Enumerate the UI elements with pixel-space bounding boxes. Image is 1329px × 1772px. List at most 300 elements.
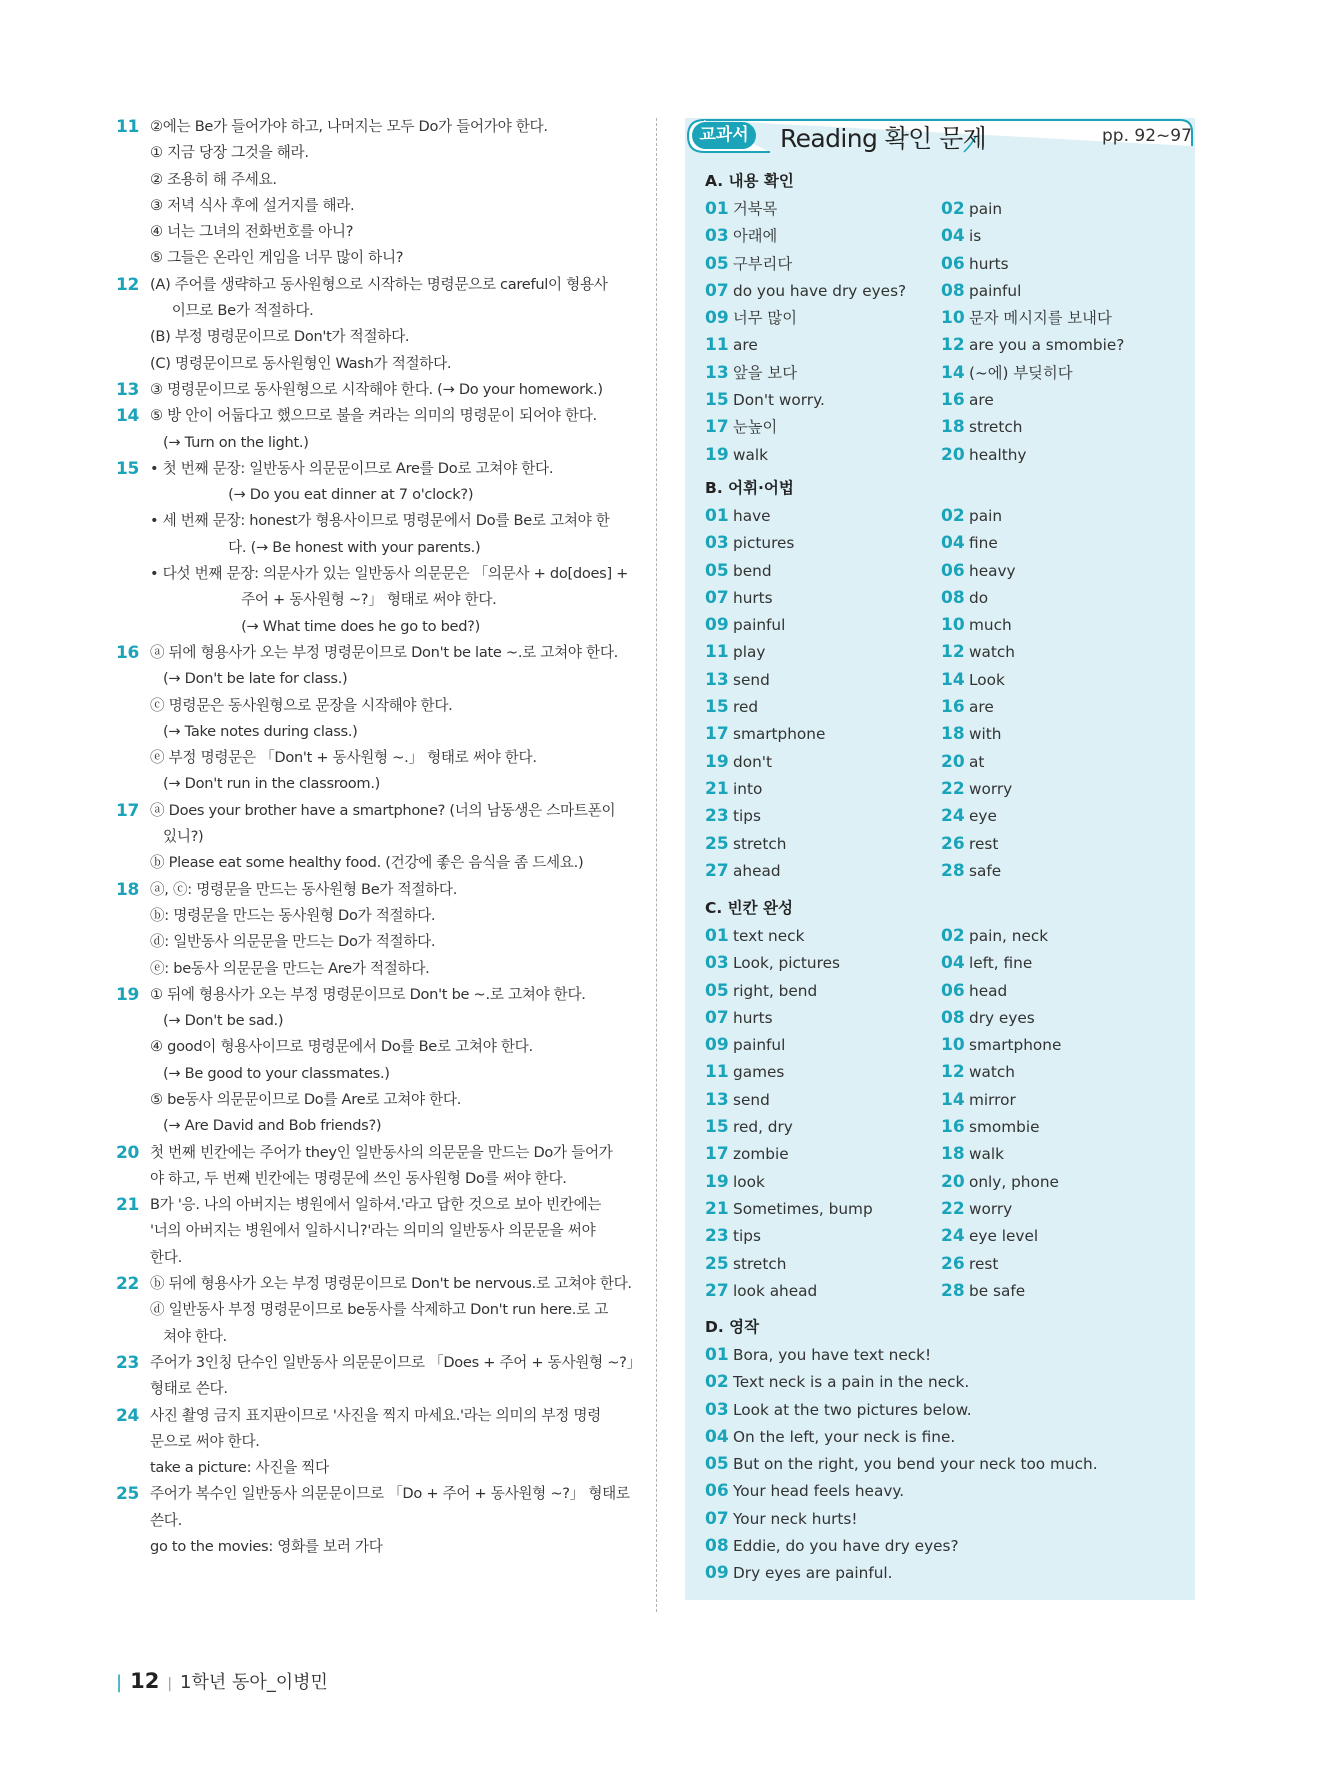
answer-line: 쓴다. <box>150 1511 182 1529</box>
item-number: 05 <box>705 253 729 274</box>
answer-line: ② 조용히 해 주세요. <box>150 170 277 188</box>
answer-cell <box>941 1005 1035 1032</box>
answer-line: • 첫 번째 문장: 일반동사 의문문이므로 Are를 Do로 고쳐야 한다. <box>150 459 554 477</box>
sentence-row <box>705 1397 1185 1424</box>
answer-cell <box>705 831 786 858</box>
footer-separator: | <box>167 1676 173 1692</box>
item-number: 09 <box>705 1563 729 1584</box>
answer-row <box>705 1196 1185 1223</box>
item-answer: worry <box>969 1199 1013 1218</box>
item-answer: are <box>733 336 758 355</box>
answer-line: ① 뒤에 형용사가 오는 부정 명령문이므로 Don't be ~.로 고쳐야 한다. <box>150 985 586 1003</box>
answer-line: (→ What time does he go to bed?) <box>150 617 481 635</box>
answer-cell <box>941 585 988 612</box>
answer-row <box>705 223 1185 250</box>
answer-cell <box>705 1059 784 1086</box>
item-answer: play <box>733 643 766 662</box>
answer-line: ⑤ 그들은 온라인 게임을 너무 많이 하니? <box>150 249 404 267</box>
answer-row <box>705 923 1185 950</box>
item-answer: is <box>969 227 982 246</box>
answer-row <box>705 612 1185 639</box>
item-answer: with <box>969 725 1002 744</box>
item-answer: pain, neck <box>969 927 1049 945</box>
answer-item <box>116 982 636 1140</box>
answer-line: ⓐ 뒤에 형용사가 오는 부정 명령문이므로 Don't be late ~.로 고쳐야 한다. <box>150 643 618 661</box>
section-c <box>705 893 1185 1305</box>
item-answer: be safe <box>969 1281 1026 1300</box>
answer-number: 23 <box>116 1352 140 1373</box>
item-number: 07 <box>705 587 729 608</box>
answer-cell <box>705 1087 770 1114</box>
sentence-row <box>705 1506 1185 1533</box>
item-number: 10 <box>941 1035 965 1056</box>
answer-number: 24 <box>116 1405 140 1426</box>
answer-line: 형태로 쓴다. <box>150 1380 228 1398</box>
item-number: 16 <box>941 697 965 718</box>
answer-cell <box>705 585 773 612</box>
answer-cell <box>705 1223 761 1250</box>
answer-cell <box>705 978 817 1005</box>
item-answer: don't <box>733 752 772 771</box>
item-number: 16 <box>941 1117 965 1138</box>
item-answer: games <box>733 1063 785 1082</box>
footer-accent-bar: | <box>116 1672 123 1693</box>
item-number: 22 <box>941 778 965 799</box>
item-number: 26 <box>941 1253 965 1274</box>
answer-cell <box>941 332 1124 359</box>
item-answer: stretch <box>733 1254 787 1273</box>
answer-row <box>705 442 1185 469</box>
item-answer: send <box>733 670 770 689</box>
item-answer: pain <box>969 200 1003 218</box>
answer-row <box>705 776 1185 803</box>
answer-cell <box>941 1032 1061 1059</box>
sentence-text: Your neck hurts! <box>733 1509 858 1528</box>
item-number: 08 <box>941 1007 965 1028</box>
answer-line: (→ Turn on the light.) <box>150 433 309 451</box>
answer-cell <box>941 950 1032 977</box>
item-answer: painful <box>733 1036 786 1055</box>
item-number: 04 <box>941 533 965 554</box>
answer-item <box>116 114 636 272</box>
item-number: 09 <box>705 615 729 636</box>
item-number: 26 <box>941 833 965 854</box>
answer-cell <box>705 558 772 585</box>
item-number: 02 <box>941 506 965 526</box>
sentence-text: Look at the two pictures below. <box>733 1400 972 1419</box>
item-answer: mirror <box>969 1090 1016 1109</box>
answer-row <box>705 1278 1185 1305</box>
answer-line: (→ Be good to your classmates.) <box>150 1064 390 1082</box>
item-number: 18 <box>941 417 965 438</box>
item-number: 12 <box>941 335 965 356</box>
book-title: 1학년 동아_이병민 <box>180 1672 328 1693</box>
item-number: 13 <box>705 669 729 690</box>
answer-cell <box>705 1141 789 1168</box>
answer-row <box>705 1114 1185 1141</box>
item-answer: watch <box>969 643 1015 662</box>
sentence-text: Dry eyes are painful. <box>733 1564 893 1583</box>
answer-cell <box>941 1278 1025 1305</box>
item-answer: only, phone <box>969 1172 1059 1191</box>
item-answer: 너무 많이 <box>733 309 797 328</box>
answer-row <box>705 387 1185 414</box>
item-number: 23 <box>705 1226 729 1247</box>
answer-row <box>705 1141 1185 1168</box>
item-answer: bend <box>733 561 772 580</box>
item-answer: left, fine <box>969 954 1033 973</box>
item-number: 08 <box>941 280 965 301</box>
item-number: 08 <box>941 587 965 608</box>
page-number: 12 <box>130 1669 160 1693</box>
item-answer: 앞을 보다 <box>733 363 797 382</box>
answer-item <box>116 1140 636 1193</box>
item-number: 15 <box>705 697 729 718</box>
item-number: 06 <box>705 1481 729 1502</box>
item-answer: tips <box>733 807 761 826</box>
item-number: 28 <box>941 1280 965 1301</box>
answer-number: 21 <box>116 1195 140 1216</box>
answer-line: 문으로 써야 한다. <box>150 1432 260 1450</box>
sentence-row <box>705 1533 1185 1560</box>
answer-line: 한다. <box>150 1248 182 1266</box>
item-answer: pictures <box>733 534 795 553</box>
sentence-text: On the left, your neck is fine. <box>733 1427 956 1446</box>
section-b <box>705 473 1185 885</box>
section-d-title: D. 영작 <box>705 1318 760 1336</box>
answer-line: (A) 주어를 생략하고 동사원형으로 시작하는 명령문으로 careful이 형용사 <box>150 275 608 293</box>
item-number: 17 <box>705 417 729 438</box>
sentence-text: Eddie, do you have dry eyes? <box>733 1537 959 1556</box>
answer-line: ⓓ 일반동사 부정 명령문이므로 be동사를 삭제하고 Don't run here.로 고 <box>150 1301 609 1319</box>
answer-row <box>705 1032 1185 1059</box>
answer-line: 첫 번째 빈칸에는 주어가 they인 일반동사의 의문문을 만드는 Do가 들어가 <box>150 1143 613 1161</box>
item-answer: Sometimes, bump <box>733 1199 873 1218</box>
answer-row <box>705 530 1185 557</box>
item-number: 02 <box>941 199 965 219</box>
item-answer: walk <box>969 1145 1004 1164</box>
item-number: 27 <box>705 1280 729 1301</box>
answer-cell <box>941 1251 998 1278</box>
item-answer: red, dry <box>733 1118 793 1137</box>
item-number: 19 <box>705 1171 729 1192</box>
answer-cell <box>941 667 1005 694</box>
item-answer: 거북목 <box>733 200 778 218</box>
item-answer: 아래에 <box>733 227 778 246</box>
item-answer: send <box>733 1090 770 1109</box>
answer-cell <box>705 503 771 530</box>
item-number: 20 <box>941 751 965 772</box>
item-number: 12 <box>941 642 965 663</box>
answer-line: • 다섯 번째 문장: 의문사가 있는 일반동사 의문문은 「의문사 + do[does] + <box>150 565 629 583</box>
item-number: 12 <box>941 1062 965 1083</box>
item-answer: (~에) 부딪히다 <box>969 363 1073 382</box>
item-answer: fine <box>969 534 998 553</box>
answer-number: 22 <box>116 1274 140 1295</box>
answer-row <box>705 721 1185 748</box>
answer-cell <box>941 1114 1040 1141</box>
item-number: 03 <box>705 953 729 974</box>
answer-cell <box>705 950 840 977</box>
answer-row <box>705 1251 1185 1278</box>
item-number: 27 <box>705 860 729 881</box>
answer-cell <box>941 803 997 830</box>
answer-row <box>705 639 1185 666</box>
item-number: 06 <box>941 253 965 274</box>
item-answer: have <box>733 507 771 525</box>
answer-cell <box>941 612 1012 639</box>
item-number: 01 <box>705 199 729 219</box>
item-number: 01 <box>705 1345 729 1365</box>
answer-cell <box>705 612 785 639</box>
item-answer: eye <box>969 807 997 826</box>
answer-cell <box>941 694 994 721</box>
answer-row <box>705 278 1185 305</box>
answer-cell <box>705 278 906 305</box>
answer-cell <box>941 223 981 250</box>
item-answer: tips <box>733 1227 761 1246</box>
item-answer: eye level <box>969 1227 1039 1246</box>
item-number: 07 <box>705 1508 729 1529</box>
item-number: 11 <box>705 642 729 663</box>
item-number: 04 <box>705 1426 729 1447</box>
answer-cell <box>705 251 792 278</box>
answer-cell <box>941 978 1007 1005</box>
answer-cell <box>941 1196 1012 1223</box>
answer-cell <box>941 360 1073 387</box>
item-answer: do <box>969 588 989 607</box>
answer-row <box>705 667 1185 694</box>
item-number: 03 <box>705 533 729 554</box>
answer-cell <box>705 858 781 885</box>
item-number: 19 <box>705 751 729 772</box>
section-b-title: B. 어휘·어법 <box>705 479 794 497</box>
item-answer: stretch <box>969 418 1023 437</box>
item-answer: at <box>969 752 985 771</box>
item-number: 03 <box>705 226 729 247</box>
answer-line: ⓔ: be동사 의문문을 만드는 Are가 적절하다. <box>150 959 430 977</box>
answer-row <box>705 360 1185 387</box>
page-footer <box>116 1668 328 1698</box>
item-answer: hurts <box>969 254 1009 273</box>
answer-cell <box>705 749 772 776</box>
item-answer: into <box>733 779 763 798</box>
item-number: 06 <box>941 560 965 581</box>
item-number: 19 <box>705 444 729 465</box>
sentence-row <box>705 1451 1185 1478</box>
answer-row <box>705 950 1185 977</box>
answer-number: 19 <box>116 984 140 1005</box>
answer-cell <box>941 305 1112 332</box>
answer-line: (→ Do you eat dinner at 7 o'clock?) <box>150 486 474 504</box>
item-number: 08 <box>705 1536 729 1557</box>
item-answer: Don't worry. <box>733 391 825 410</box>
item-number: 17 <box>705 1144 729 1165</box>
answer-row <box>705 1059 1185 1086</box>
answer-line: (→ Are David and Bob friends?) <box>150 1117 382 1135</box>
answer-number: 14 <box>116 406 140 427</box>
item-number: 22 <box>941 1198 965 1219</box>
answer-cell <box>705 1114 793 1141</box>
item-number: 15 <box>705 1117 729 1138</box>
item-number: 18 <box>941 1144 965 1165</box>
answer-row <box>705 694 1185 721</box>
item-answer: walk <box>733 445 768 464</box>
answer-cell <box>941 858 1001 885</box>
section-d <box>705 1312 1185 1588</box>
answer-item <box>116 456 636 640</box>
answer-line: ① 지금 당장 그것을 해라. <box>150 144 309 162</box>
answer-cell <box>941 721 1001 748</box>
answer-row <box>705 196 1185 223</box>
item-answer: ahead <box>733 861 781 880</box>
sentence-text: Your head feels heavy. <box>733 1482 905 1501</box>
answer-line: ⓓ: 일반동사 의문문을 만드는 Do가 적절하다. <box>150 933 436 951</box>
answer-line: go to the movies: 영화를 보러 가다 <box>150 1538 383 1556</box>
answer-line: ⑤ be동사 의문문이므로 Do를 Are로 고쳐야 한다. <box>150 1090 462 1108</box>
sentence-row <box>705 1478 1185 1505</box>
panel-header <box>684 116 1196 156</box>
answer-number: 16 <box>116 642 140 663</box>
item-answer: do you have dry eyes? <box>733 281 907 300</box>
answer-row <box>705 749 1185 776</box>
answer-item <box>116 640 636 798</box>
item-number: 14 <box>941 1089 965 1110</box>
item-answer: look <box>733 1172 765 1191</box>
answer-item <box>116 403 636 456</box>
answer-cell <box>941 558 1016 585</box>
answer-line: 다. (→ Be honest with your parents.) <box>150 538 481 556</box>
section-c-title: C. 빈칸 완성 <box>705 899 793 917</box>
answer-number: 12 <box>116 274 140 295</box>
answer-item <box>116 377 636 403</box>
item-number: 10 <box>941 308 965 329</box>
answer-cell <box>705 667 770 694</box>
section-a-title: A. 내용 확인 <box>705 172 794 190</box>
answer-line: 있니?) <box>150 828 204 846</box>
answer-line: (→ Don't be sad.) <box>150 1012 284 1030</box>
answer-line: (→ Don't run in the classroom.) <box>150 775 381 793</box>
answer-row <box>705 831 1185 858</box>
answer-row <box>705 558 1185 585</box>
answer-cell <box>705 387 825 414</box>
item-answer: look ahead <box>733 1281 818 1300</box>
answer-cell <box>705 1169 765 1196</box>
answer-line: 쳐야 한다. <box>150 1327 227 1345</box>
item-number: 18 <box>941 724 965 745</box>
item-answer: are <box>969 698 994 717</box>
answer-line: 사진 촬영 금지 표지판이므로 '사진을 찍지 마세요.'라는 의미의 부정 명령 <box>150 1406 601 1424</box>
item-number: 25 <box>705 1253 729 1274</box>
answer-number: 17 <box>116 800 140 821</box>
item-number: 21 <box>705 778 729 799</box>
answer-number: 13 <box>116 379 140 400</box>
answer-line: ②에는 Be가 들어가야 하고, 나머지는 모두 Do가 들어가야 한다. <box>150 118 548 135</box>
item-answer: hurts <box>733 588 773 607</box>
item-number: 02 <box>941 926 965 946</box>
answer-line: (→ Don't be late for class.) <box>150 670 348 688</box>
page-range: pp. 92~97 <box>1102 126 1192 146</box>
item-number: 23 <box>705 806 729 827</box>
answer-cell <box>941 776 1012 803</box>
item-number: 06 <box>941 980 965 1001</box>
panel-title: Reading 확인 문제 <box>780 124 987 153</box>
section-a <box>705 166 1185 469</box>
answer-cell <box>941 639 1015 666</box>
item-number: 20 <box>941 1171 965 1192</box>
answer-cell <box>705 776 762 803</box>
item-answer: Look, pictures <box>733 954 840 973</box>
answer-cell <box>941 503 1002 530</box>
answer-item <box>116 272 636 377</box>
answer-line: ⓐ Does your brother have a smartphone? (너의 남동생은 스마트폰이 <box>150 801 616 819</box>
item-answer: healthy <box>969 445 1027 464</box>
item-answer: dry eyes <box>969 1008 1035 1027</box>
item-number: 13 <box>705 1089 729 1110</box>
item-answer: 눈높이 <box>733 418 778 437</box>
answer-cell <box>705 1032 785 1059</box>
answer-number: 11 <box>116 117 140 137</box>
answer-number: 25 <box>116 1484 140 1505</box>
item-number: 16 <box>941 390 965 411</box>
answer-cell <box>941 1223 1038 1250</box>
answer-row <box>705 585 1185 612</box>
answer-line: ⓐ, ⓒ: 명령문을 만드는 동사원형 Be가 적절하다. <box>150 880 458 898</box>
answer-cell <box>941 530 998 557</box>
answer-line: ⓔ 부정 명령문은 「Don't + 동사원형 ~.」 형태로 써야 한다. <box>150 749 537 767</box>
answer-cell <box>941 1169 1059 1196</box>
sentence-text: Bora, you have text neck! <box>733 1346 932 1364</box>
item-answer: 구부리다 <box>733 254 793 273</box>
answer-cell <box>941 1141 1004 1168</box>
item-number: 11 <box>705 1062 729 1083</box>
item-number: 24 <box>941 806 965 827</box>
item-number: 05 <box>705 560 729 581</box>
item-answer: pain <box>969 507 1003 525</box>
item-answer: text neck <box>733 927 805 945</box>
answer-number: 15 <box>116 458 140 479</box>
item-answer: painful <box>969 281 1022 300</box>
item-number: 11 <box>705 335 729 356</box>
item-answer: hurts <box>733 1008 773 1027</box>
answer-line: 이므로 Be가 적절하다. <box>150 302 314 320</box>
answer-row <box>705 858 1185 885</box>
item-answer: Look <box>969 670 1005 689</box>
answer-item <box>116 1481 636 1560</box>
textbook-badge: 교과서 <box>692 122 756 149</box>
item-number: 13 <box>705 362 729 383</box>
answer-cell <box>941 831 998 858</box>
item-number: 02 <box>705 1372 729 1393</box>
item-answer: safe <box>969 861 1002 880</box>
item-number: 04 <box>941 953 965 974</box>
item-number: 14 <box>941 362 965 383</box>
item-number: 14 <box>941 669 965 690</box>
answer-line: 주어가 3인칭 단수인 일반동사 의문문이므로 「Does + 주어 + 동사원형 ~?」 <box>150 1353 641 1371</box>
answer-line: ⑤ 방 안이 어둡다고 했으므로 불을 켜라는 의미의 명령문이 되어야 한다. <box>150 407 597 425</box>
answer-line: 주어가 복수인 일반동사 의문문이므로 「Do + 주어 + 동사원형 ~?」 형태로 <box>150 1485 630 1503</box>
item-number: 20 <box>941 444 965 465</box>
sentence-row <box>705 1424 1185 1451</box>
answer-cell <box>941 196 1002 223</box>
item-number: 03 <box>705 1399 729 1420</box>
item-answer: head <box>969 981 1008 1000</box>
answer-cell <box>941 923 1048 950</box>
column-divider <box>656 118 657 1612</box>
answer-line: ③ 저녁 식사 후에 설거지를 해라. <box>150 196 355 214</box>
answer-cell <box>941 442 1026 469</box>
answer-item <box>116 1192 636 1271</box>
